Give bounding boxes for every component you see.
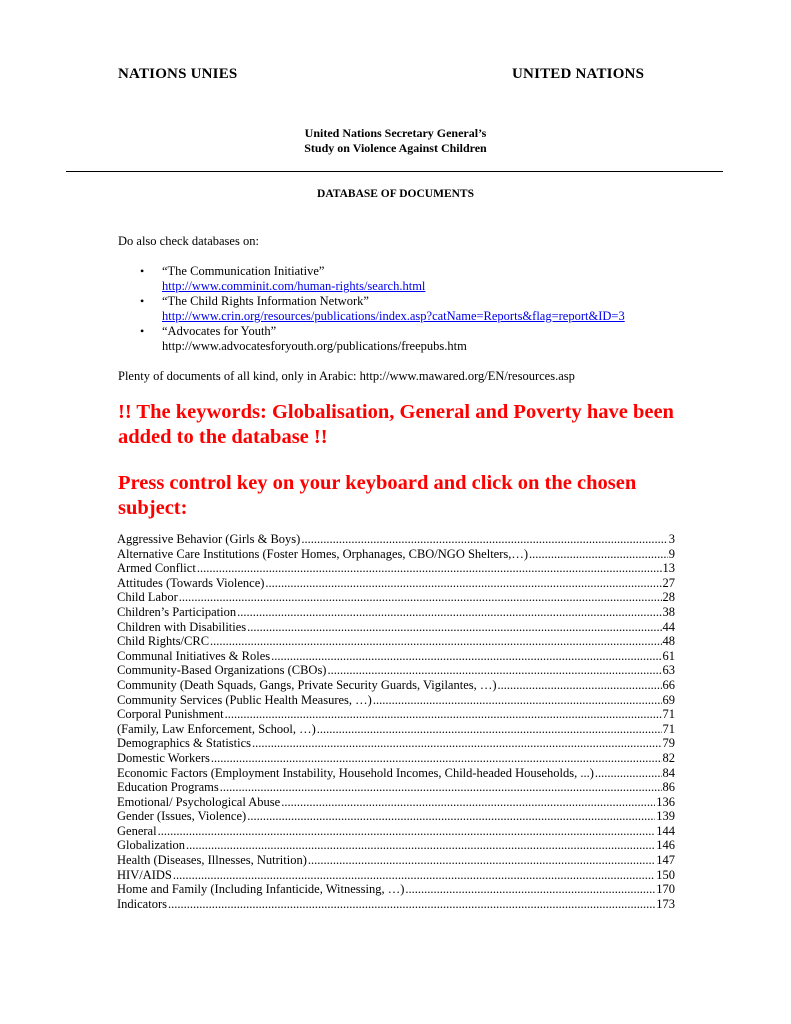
study-title [0,126,791,156]
toc-entry-title: Children’s Participation [117,604,237,619]
toc-dot-leader [186,838,655,853]
database-title: DATABASE OF DOCUMENTS [317,188,474,200]
toc-dot-leader [373,693,662,708]
instruction-notice: Press control key on your keyboard and click on the chosen subject: [118,472,637,519]
toc-entry-title: Armed Conflict [117,561,196,576]
toc-page-number: 170 [656,882,675,897]
list-item [136,294,625,324]
toc-entry[interactable] [117,897,675,912]
toc-entry-title: Indicators [117,896,167,911]
toc-entry-title: Child Labor [117,590,178,605]
toc-entry-title: Alternative Care Institutions (Foster Homes, Orphanages, CBO/NGO Shelters,…) [117,546,529,561]
toc-entry[interactable] [117,678,675,693]
toc-page-number: 71 [662,707,675,722]
toc-entry[interactable] [117,605,675,620]
toc-dot-leader [281,795,655,810]
toc-entry[interactable] [117,532,675,547]
database-name: “Advocates for Youth” [162,324,277,338]
toc-entry[interactable] [117,707,675,722]
toc-page-number: 146 [656,838,675,853]
toc-entry[interactable] [117,576,675,591]
toc-page-number: 61 [662,648,675,663]
toc-entry-title: Economic Factors (Employment Instability, Household Incomes, Child-headed Households, ...) [117,765,594,780]
toc-page-number: 84 [662,765,675,780]
database-name: “The Child Rights Information Network” [162,294,369,308]
toc-entry-title: General [117,823,157,838]
toc-page-number: 69 [662,692,675,707]
toc-entry[interactable] [117,882,675,897]
toc-page-number: 27 [662,575,675,590]
toc-entry[interactable] [117,809,675,824]
toc-dot-leader [265,576,661,591]
toc-entry[interactable] [117,561,675,576]
toc-page-number: 38 [662,604,675,619]
toc-entry-title: Attitudes (Towards Violence) [117,575,265,590]
table-of-contents [117,532,675,911]
toc-entry[interactable] [117,853,675,868]
toc-entry-title: Education Programs [117,780,219,795]
database-name: “The Communication Initiative” [162,264,325,278]
study-title-line-1: United Nations Secretary General’s [304,126,487,140]
toc-entry[interactable] [117,736,675,751]
toc-page-number: 147 [656,853,675,868]
arabic-note: Plenty of documents of all kind, only in Arabic: http://www.mawared.org/EN/resources.asp [118,369,575,383]
toc-entry[interactable] [117,868,675,883]
toc-dot-leader [211,751,662,766]
toc-dot-leader [301,532,667,547]
toc-entry[interactable] [117,766,675,781]
horizontal-divider [66,171,723,172]
toc-page-number: 44 [662,619,675,634]
toc-dot-leader [168,897,655,912]
header-french: NATIONS UNIES [118,66,238,82]
toc-page-number: 13 [662,561,675,576]
toc-page-number: 66 [662,677,675,692]
keywords-notice: !! The keywords: Globalisation, General and Poverty have been added to the database !! [118,401,674,448]
toc-entry-title: Aggressive Behavior (Girls & Boys) [117,532,301,546]
toc-dot-leader [173,868,655,883]
toc-page-number: 63 [662,663,675,678]
intro-text: Do also check databases on: [118,234,259,248]
toc-page-number: 150 [656,867,675,882]
toc-dot-leader [317,722,662,737]
toc-entry-title: Health (Diseases, Illnesses, Nutrition) [117,853,307,868]
toc-entry-title: Emotional/ Psychological Abuse [117,794,281,809]
header-english: UNITED NATIONS [512,66,645,82]
toc-entry-title: Community Services (Public Health Measures, …) [117,692,372,707]
toc-entry[interactable] [117,722,675,737]
bullet-icon: • [140,294,145,308]
toc-dot-leader [595,766,662,781]
toc-entry[interactable] [117,649,675,664]
toc-page-number: 9 [668,546,675,561]
toc-entry-title: Child Rights/CRC [117,634,210,649]
toc-entry-title: Communal Initiatives & Roles [117,648,271,663]
toc-page-number: 144 [656,823,675,838]
toc-page-number: 139 [656,809,675,824]
toc-page-number: 48 [662,634,675,649]
toc-entry[interactable] [117,590,675,605]
toc-entry[interactable] [117,620,675,635]
toc-dot-leader [271,649,661,664]
toc-dot-leader [237,605,661,620]
toc-dot-leader [210,634,661,649]
toc-dot-leader [179,590,662,605]
list-item [136,264,625,294]
toc-page-number: 28 [662,590,675,605]
toc-entry[interactable] [117,780,675,795]
toc-page-number: 82 [662,750,675,765]
toc-entry-title: Home and Family (Including Infanticide, Witnessing, …) [117,882,405,897]
toc-page-number: 79 [662,736,675,751]
toc-entry-title: HIV/AIDS [117,867,172,882]
toc-entry[interactable] [117,795,675,810]
toc-entry-title: Domestic Workers [117,750,210,765]
toc-entry[interactable] [117,663,675,678]
toc-page-number: 173 [656,896,675,911]
toc-entry[interactable] [117,751,675,766]
toc-dot-leader [529,547,668,562]
toc-entry-title: Corporal Punishment [117,707,224,722]
toc-entry-title: (Family, Law Enforcement, School, …) [117,721,316,736]
toc-entry-title: Gender (Issues, Violence) [117,809,247,824]
toc-dot-leader [197,561,662,576]
database-url-text: http://www.advocatesforyouth.org/publications/freepubs.htm [162,339,467,353]
toc-entry[interactable] [117,547,675,562]
toc-page-number: 86 [662,780,675,795]
toc-dot-leader [252,736,661,751]
database-link[interactable]: http://www.crin.org/resources/publications/index.asp?catName=Reports&flag=report&ID=3 [162,309,625,323]
toc-entry-title: Community (Death Squads, Gangs, Private Security Guards, Vigilantes, …) [117,677,497,692]
list-item [136,324,625,354]
toc-entry-title: Globalization [117,838,186,853]
study-title-line-2: Study on Violence Against Children [304,141,487,155]
toc-dot-leader [498,678,662,693]
toc-entry[interactable] [117,838,675,853]
database-list [136,264,625,354]
toc-entry-title: Demographics & Statistics [117,736,252,751]
toc-page-number: 136 [656,794,675,809]
toc-dot-leader [220,780,662,795]
toc-dot-leader [327,663,661,678]
database-link[interactable]: http://www.comminit.com/human-rights/search.html [162,279,426,293]
toc-entry-title: Children with Disabilities [117,619,247,634]
toc-dot-leader [247,809,655,824]
bullet-icon: • [140,324,145,338]
toc-entry-title: Community-Based Organizations (CBOs) [117,663,327,678]
toc-entry[interactable] [117,824,675,839]
toc-entry[interactable] [117,634,675,649]
toc-dot-leader [308,853,655,868]
toc-entry[interactable] [117,693,675,708]
toc-page-number: 71 [662,721,675,736]
toc-page-number: 3 [668,532,675,546]
toc-dot-leader [405,882,655,897]
toc-dot-leader [247,620,661,635]
bullet-icon: • [140,264,145,278]
toc-dot-leader [158,824,656,839]
toc-dot-leader [225,707,662,722]
